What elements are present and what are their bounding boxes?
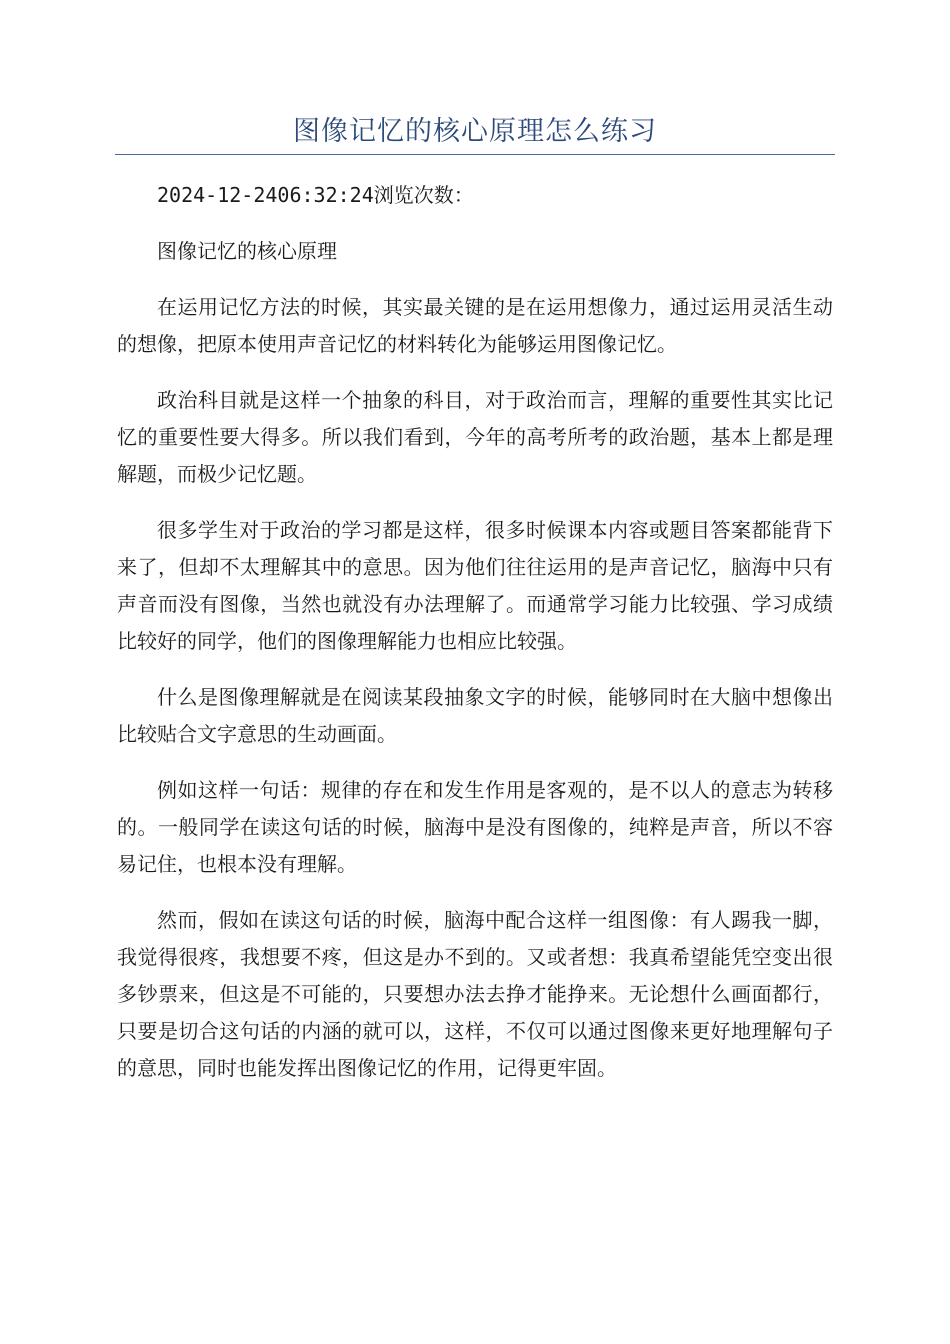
paragraph-5: 例如这样一句话：规律的存在和发生作用是客观的，是不以人的意志为转移的。一般同学在读这句话的时候，脑海中是没有图像的，纯粹是声音，所以不容易记住，也根本没有理解。 [117,778,833,876]
paragraph-1: 在运用记忆方法的时候，其实最关键的是在运用想像力，通过运用灵活生动的想像，把原本使用声音记忆的材料转化为能够运用图像记忆。 [117,295,833,356]
title-underline [115,154,835,155]
timestamp: 2024-12-2406:32:24 [157,183,374,207]
views-label: 浏览次数： [373,183,474,207]
paragraph-6: 然而，假如在读这句话的时候，脑海中配合这样一组图像：有人踢我一脚，我觉得很疼，我想要不疼，但这是办不到的。又或者想：我真希望能凭空变出很多钞票来，但这是不可能的，只要想办法去挣才能挣来。无论想什么画面都行，只要是切合这句话的内涵的就可以，这样，不仅可以通过图像来更好地理解句子的意思，同时也能发挥出图像记忆的作用，记得更牢固。 [117,908,833,1080]
paragraph-3: 很多学生对于政治的学习都是这样，很多时候课本内容或题目答案都能背下来了，但却不太理解其中的意思。因为他们往往运用的是声音记忆，脑海中只有声音而没有图像，当然也就没有办法理解了。而通常学习能力比较强、学习成绩比较好的同学，他们的图像理解能力也相应比较强。 [117,518,833,653]
meta-line [117,177,833,214]
subheading: 图像记忆的核心原理 [157,239,337,263]
document-title: 图像记忆的核心原理怎么练习 [293,116,657,147]
paragraph-2: 政治科目就是这样一个抽象的科目，对于政治而言，理解的重要性其实比记忆的重要性要大得多。所以我们看到，今年的高考所考的政治题，基本上都是理解题，而极少记忆题。 [117,388,833,486]
document-body [117,177,833,1106]
paragraph-4: 什么是图像理解就是在阅读某段抽象文字的时候，能够同时在大脑中想像出比较贴合文字意思的生动画面。 [117,685,833,746]
